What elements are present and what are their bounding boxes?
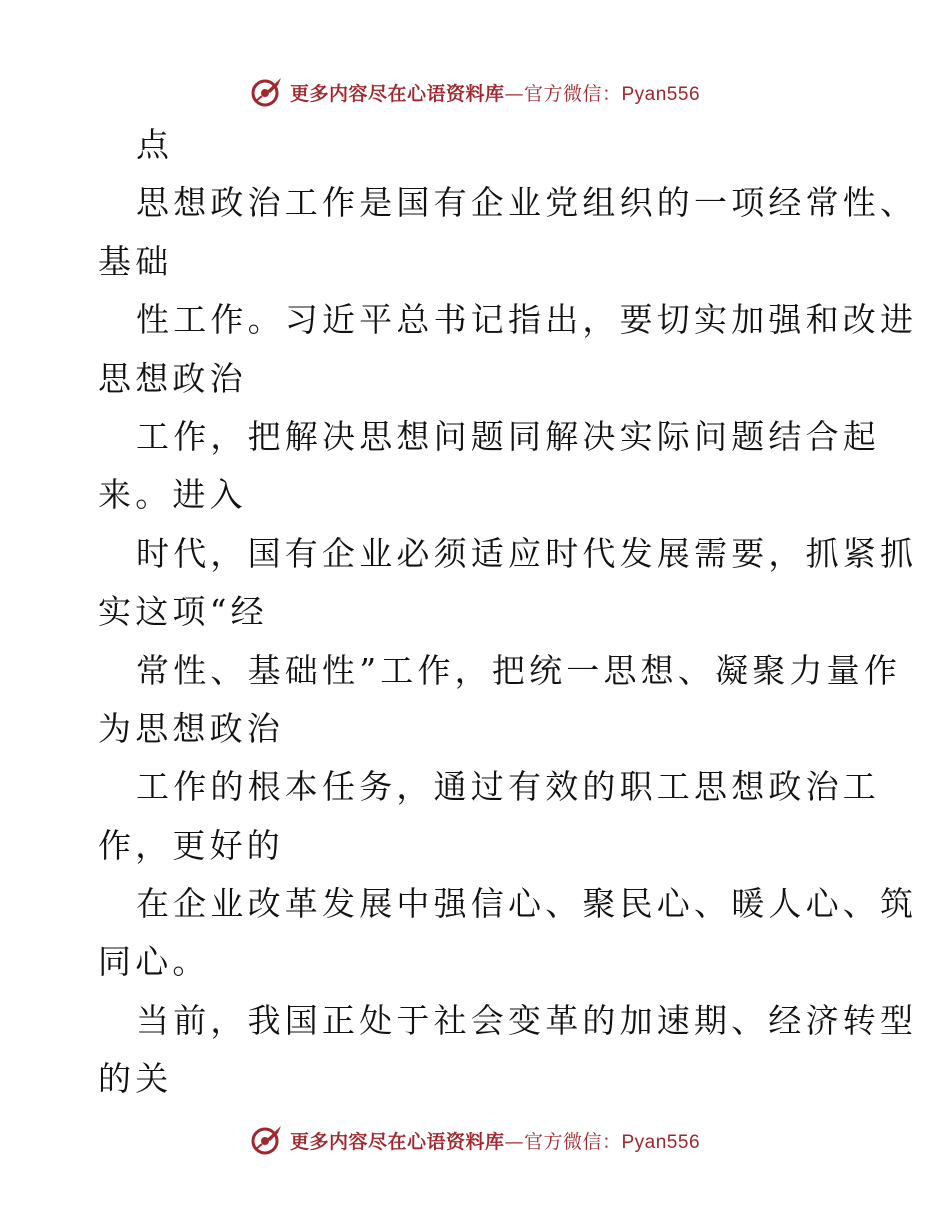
footer-banner [0,1120,950,1160]
banner-wechat-id: Pyan556 [621,1131,701,1153]
text-line: 同心。 [98,942,210,982]
banner-dash: — [504,1130,524,1153]
text-line: 实这项“经 [98,592,268,632]
text-line: 在企业改革发展中强信心、聚民心、暖人心、筑 [136,884,918,924]
text-line: 思想政治 [98,358,247,398]
banner-main-text: 更多内容尽在心语资料库 [289,1130,505,1153]
text-line: 性工作。习近平总书记指出，要切实加强和改进 [136,300,918,340]
banner-wechat-label: 官方微信： [523,1130,622,1153]
banner-dash: — [504,82,524,105]
quill-pen-logo-icon [250,75,284,109]
text-line: 作，更好的 [98,825,284,865]
header-banner [0,72,950,112]
text-line: 工作，把解决思想问题同解决实际问题结合起 [136,416,880,456]
text-line: 常性、基础性”工作，把统一思想、凝聚力量作 [136,650,902,690]
text-line: 时代，国有企业必须适应时代发展需要，抓紧抓 [136,533,918,573]
banner-text [290,79,700,106]
banner-text [290,1127,700,1154]
text-line: 点 [136,125,174,164]
document-body [98,116,918,1109]
text-line: 基础 [98,241,173,281]
text-line: 来。进入 [98,475,247,515]
banner-main-text: 更多内容尽在心语资料库 [289,82,505,105]
text-line: 为思想政治 [98,708,284,748]
text-line: 工作的根本任务，通过有效的职工思想政治工 [136,767,880,807]
text-line: 当前，我国正处于社会变革的加速期、经济转型 [136,1000,918,1040]
text-line: 的关 [98,1059,173,1099]
text-line: 思想政治工作是国有企业党组织的一项经常性、 [136,183,918,223]
quill-pen-logo-icon [250,1123,284,1157]
banner-wechat-label: 官方微信： [523,82,622,105]
banner-wechat-id: Pyan556 [621,83,701,105]
